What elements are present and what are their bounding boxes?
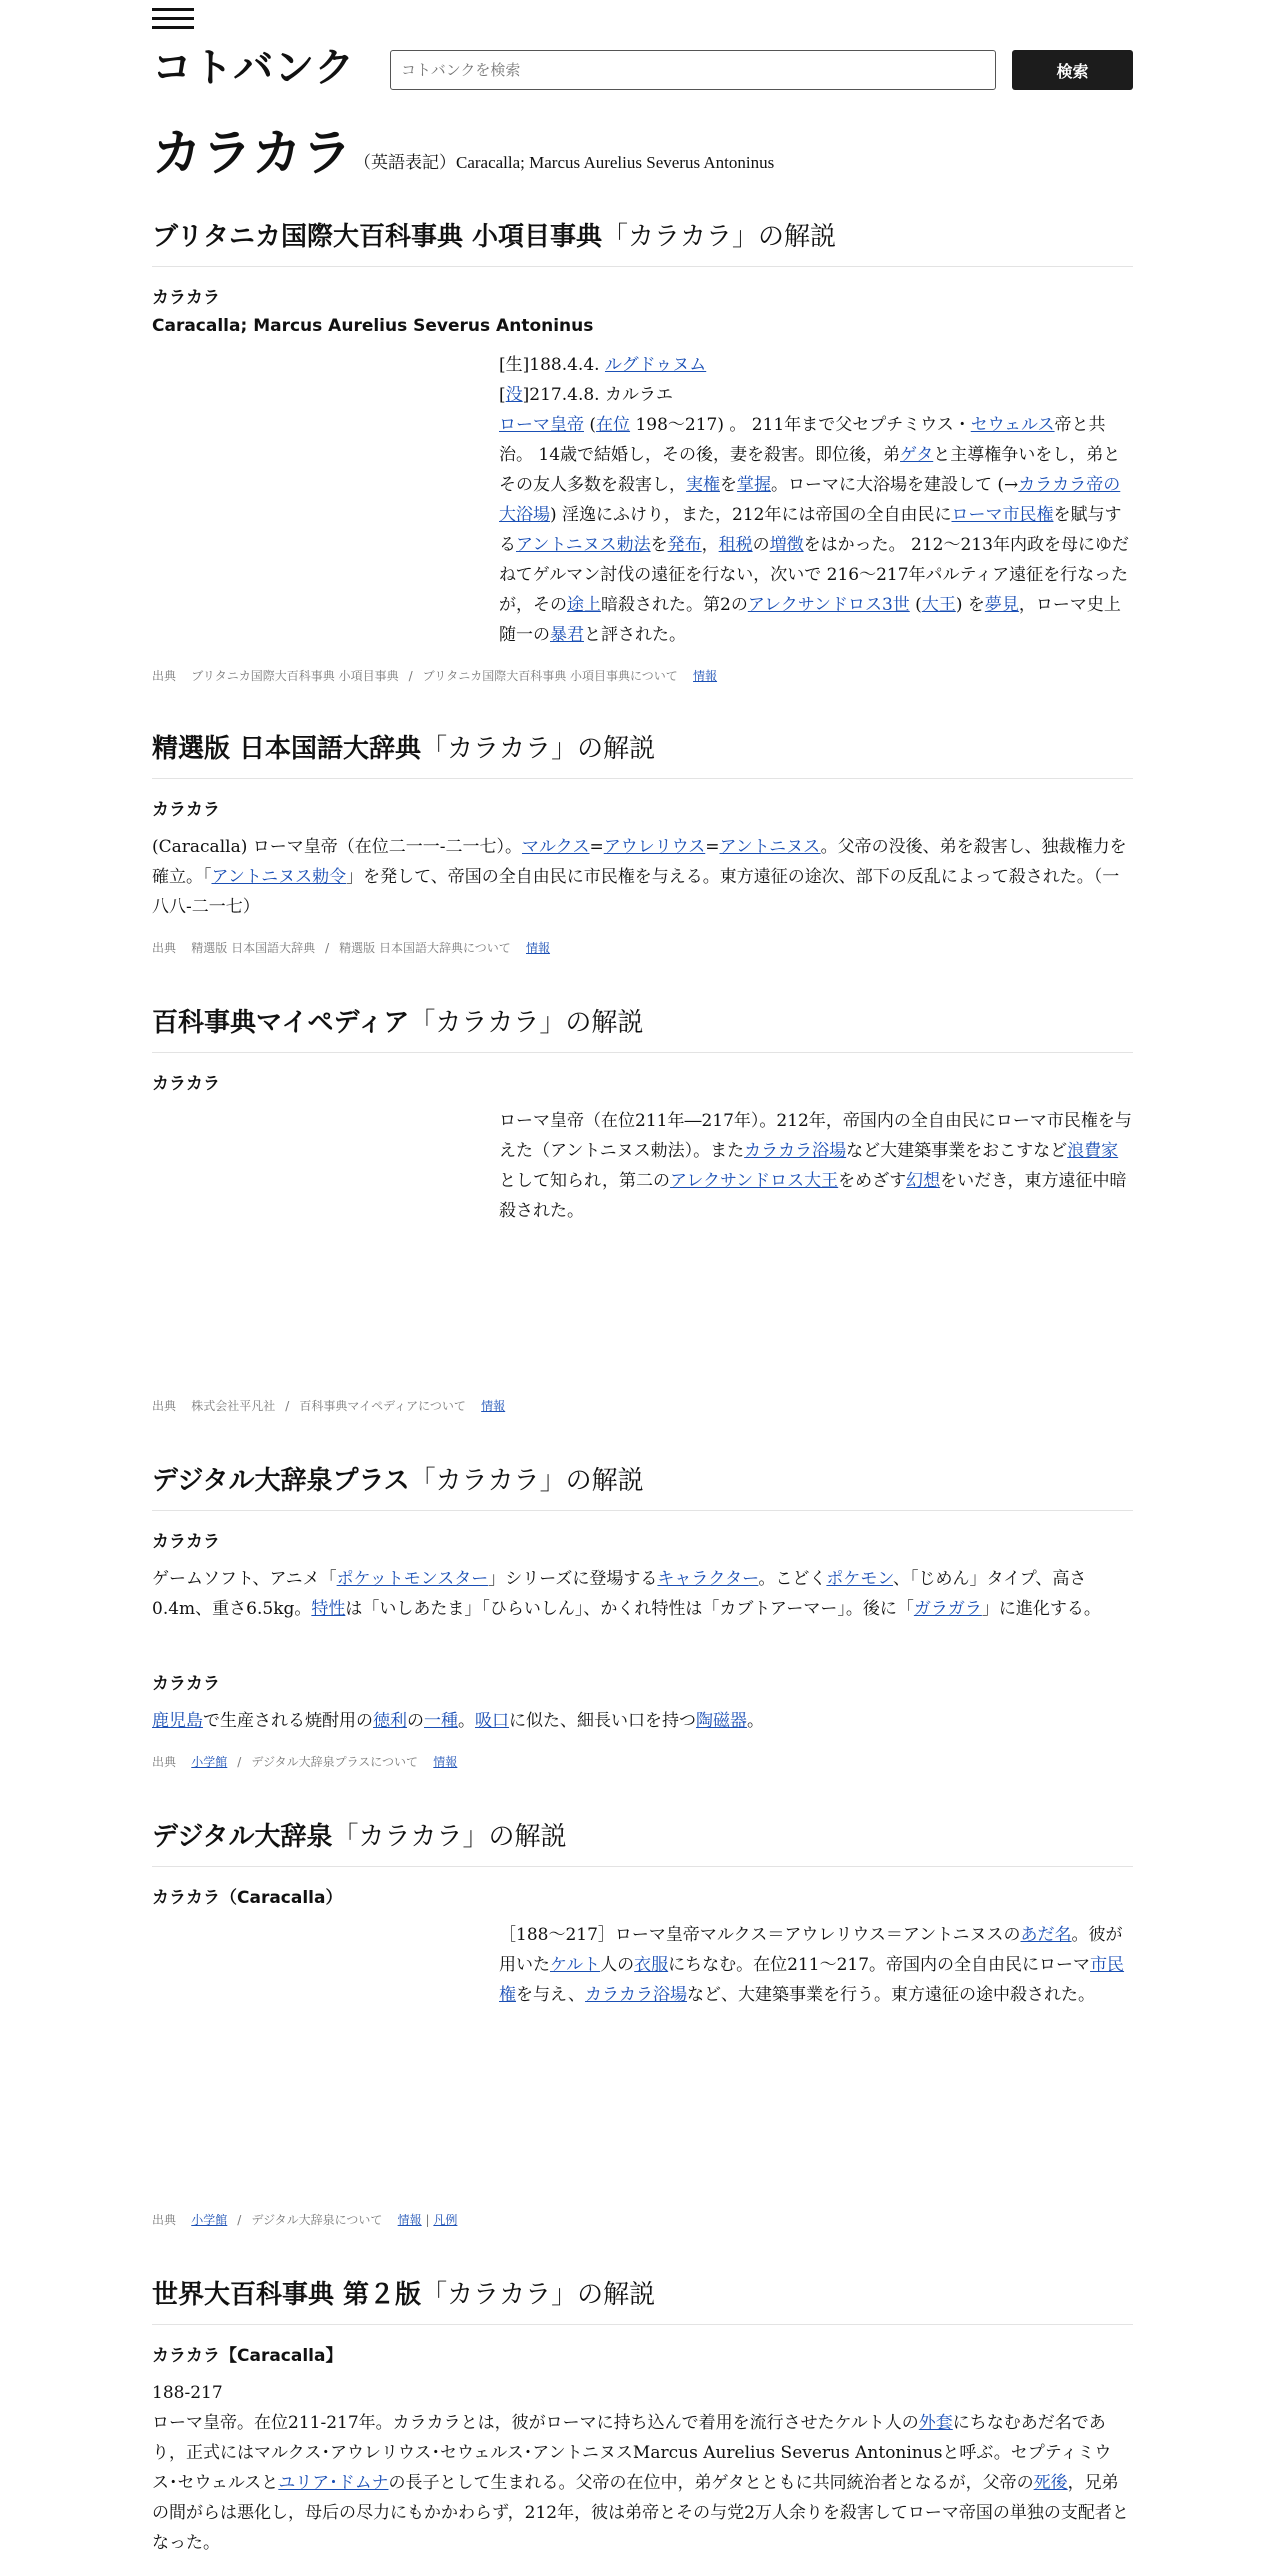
term-link[interactable]: アントニヌス勅法 bbox=[516, 535, 651, 555]
entry-text: 」に進化する。 bbox=[981, 1599, 1101, 1619]
entry-term-english: Caracalla; Marcus Aurelius Severus Antoninus bbox=[152, 316, 594, 336]
term-link[interactable]: カラカラ帝の大浴場 bbox=[499, 475, 1121, 525]
term-link[interactable]: ユリア･ドムナ bbox=[278, 2473, 389, 2493]
entry-text: 。彼が用いた bbox=[499, 1925, 1123, 1975]
term-link[interactable]: ゲタ bbox=[900, 445, 934, 465]
entry-text: = bbox=[705, 837, 720, 857]
entry-text: をめざす bbox=[838, 1171, 907, 1191]
entry-text: 。 bbox=[458, 1711, 475, 1731]
dictionary-name: 世界大百科事典 第２版 bbox=[152, 2280, 422, 2310]
term-link[interactable]: 衣服 bbox=[634, 1955, 669, 1975]
dictionary-name: デジタル大辞泉 bbox=[152, 1822, 333, 1852]
entry-body bbox=[152, 832, 1133, 922]
source-link[interactable]: 小学館 bbox=[191, 2213, 228, 2227]
about-source: 百科事典マイペディアについて bbox=[299, 1399, 466, 1413]
entry-text: 。 bbox=[747, 1711, 764, 1731]
entry-text: 人の bbox=[600, 1955, 635, 1975]
legend-link[interactable]: 凡例 bbox=[433, 2213, 458, 2227]
entry-term: カラカラ bbox=[152, 1074, 220, 1094]
entry-text: ]217.4.8. カルラエ bbox=[522, 385, 673, 405]
section-title bbox=[152, 1818, 1133, 1867]
term-link[interactable]: 吸口 bbox=[475, 1711, 509, 1731]
entry-term: カラカラ bbox=[152, 1532, 220, 1552]
term-link[interactable]: アレクサンドロス大王 bbox=[670, 1171, 839, 1191]
term-link[interactable]: セウェルス bbox=[970, 415, 1055, 435]
entry-body bbox=[152, 1564, 1133, 1624]
title-suffix: 「カラカラ」の解説 bbox=[332, 1822, 567, 1852]
entry-text: の bbox=[752, 535, 770, 555]
term-link[interactable]: 外套 bbox=[918, 2413, 953, 2433]
source-line: 出典 小学館 / デジタル大辞泉プラスについて 情報 bbox=[152, 1755, 458, 1769]
term-link[interactable]: アウレリウス bbox=[603, 837, 706, 857]
term-link[interactable]: 租税 bbox=[718, 535, 753, 555]
entry-body bbox=[152, 1706, 1133, 1736]
entry-body bbox=[152, 2378, 1133, 2558]
entry-text: など、大建築事業を行う。東方遠征の途中殺された。 bbox=[687, 1985, 1096, 2005]
term-link[interactable]: 没 bbox=[505, 385, 523, 405]
entry-text: と評された。 bbox=[584, 625, 686, 645]
term-link[interactable]: 市民権 bbox=[499, 1955, 1125, 2005]
page-subtitle: （英語表記）Caracalla; Marcus Aurelius Severus Antoninus bbox=[354, 153, 775, 172]
entry-text: 。父帝の没後、弟を殺害し、独裁権力を確立。「 bbox=[152, 837, 1127, 887]
info-link[interactable]: 情報 bbox=[397, 2213, 422, 2227]
entry-text: を bbox=[650, 535, 668, 555]
source-name: 精選版 日本国語大辞典 bbox=[191, 941, 316, 955]
entry-text: と主導権争いをし，弟とその友人多数を殺害し， bbox=[499, 445, 1121, 495]
entry-text: [生]188.4.4. bbox=[499, 355, 605, 375]
dictionary-name: ブリタニカ国際大百科事典 小項目事典 bbox=[152, 222, 603, 252]
entry-text: にちなむあだ名であり，正式にはマルクス･アウレリウス･セウェルス･アントニヌスMarcus Aurelius Severus Antoninusと呼ぶ。セプティミウス･セウェルスと bbox=[152, 2413, 1112, 2493]
term-link[interactable]: 鹿児島 bbox=[152, 1711, 203, 1731]
entry-text: ゲームソフト、アニメ「 bbox=[152, 1569, 337, 1589]
entry-text: など大建築事業をおこすなど bbox=[846, 1141, 1068, 1161]
about-source: デジタル大辞泉について bbox=[251, 2213, 383, 2227]
entry-text: の長子として生まれる。父帝の在位中，弟ゲタとともに共同統治者となるが，父帝の bbox=[388, 2473, 1034, 2493]
term-link[interactable]: あだ名 bbox=[1020, 1925, 1072, 1945]
term-link[interactable]: 徳利 bbox=[373, 1711, 407, 1731]
term-link[interactable]: 暴君 bbox=[550, 625, 584, 645]
term-link[interactable]: 死後 bbox=[1033, 2473, 1068, 2493]
entry-text: をはかった。 212～213年内政を母にゆだねてゲルマン討伐の遠征を行ない，次いで 216～217年パルティア遠征を行なったが，その bbox=[499, 535, 1129, 615]
term-link[interactable]: 浪費家 bbox=[1067, 1141, 1119, 1161]
entry-text: 」シリーズに登場する bbox=[488, 1569, 658, 1589]
info-link[interactable]: 情報 bbox=[433, 1755, 458, 1769]
dictionary-name: デジタル大辞泉プラス bbox=[152, 1466, 410, 1496]
term-link[interactable]: 幻想 bbox=[906, 1171, 941, 1191]
entry-text: に似た、細長い口を持つ bbox=[509, 1711, 696, 1731]
entry-text: ( bbox=[584, 415, 597, 435]
entry-text: ，兄弟の間がらは悪化し，母后の尽力にもかかわらず，212年，彼は弟帝とその与党2万人余りを殺害してローマ帝国の単独の支配者となった。 bbox=[152, 2473, 1129, 2553]
about-source: ブリタニカ国際大百科事典 小項目事典について bbox=[422, 669, 678, 683]
entry-text: で生産される焼酎用の bbox=[203, 1711, 373, 1731]
term-link[interactable]: 特性 bbox=[311, 1599, 346, 1619]
section-title bbox=[152, 218, 1133, 267]
entry-text: ( bbox=[909, 595, 922, 615]
entry-text: にちなむ。在位211～217。帝国内の全自由民にローマ bbox=[668, 1955, 1091, 1975]
term-link[interactable]: マルクス bbox=[521, 837, 590, 857]
term-link[interactable]: ルグドゥヌム bbox=[604, 355, 707, 375]
info-link[interactable]: 情報 bbox=[693, 669, 718, 683]
page-title: カラカラ bbox=[152, 124, 352, 182]
source-name: 株式会社平凡社 bbox=[191, 1399, 276, 1413]
entry-text: は「いしあたま」「ひらいしん」、かくれ特性は「カブトアーマー」。後に「 bbox=[345, 1599, 914, 1619]
entry-text: 帝と共治。 14歳で結婚し，その後，妻を殺害。即位後，弟 bbox=[499, 415, 1106, 465]
section-title bbox=[152, 730, 1133, 779]
term-link[interactable]: ポケモン bbox=[826, 1569, 894, 1589]
entry-text: ローマ皇帝（在位211年―217年）。212年，帝国内の全自由民にローマ市民権を与えた（アントニヌス勅法）。また bbox=[499, 1111, 1132, 1161]
entry-term: カラカラ【Caracalla】 bbox=[152, 2346, 343, 2366]
entry-text: = bbox=[589, 837, 604, 857]
entry-text: を bbox=[720, 475, 737, 495]
term-link[interactable]: アントニヌス bbox=[719, 837, 821, 857]
term-link[interactable]: ローマ市民権 bbox=[951, 505, 1054, 525]
entry-text: をいだき，東方遠征中暗殺された。 bbox=[499, 1171, 1127, 1221]
entry-text: 188-217 ローマ皇帝。在位211-217年。カラカラとは，彼がローマに持ち込んで着用を流行させたケルト人の bbox=[152, 2383, 919, 2433]
entry-text: ［188～217］ローマ皇帝マルクス＝アウレリウス＝アントニヌスの bbox=[499, 1925, 1021, 1945]
term-link[interactable]: 途上 bbox=[567, 595, 601, 615]
term-link[interactable]: 掌握 bbox=[737, 475, 771, 495]
entry-text: として知られ，第二の bbox=[499, 1171, 671, 1191]
dictionary-name: 精選版 日本国語大辞典 bbox=[152, 734, 422, 764]
section-title bbox=[152, 2276, 1133, 2325]
entry-text: ，ローマ史上随一の bbox=[499, 595, 1121, 645]
info-link[interactable]: 情報 bbox=[481, 1399, 506, 1413]
title-suffix: 「カラカラ」の解説 bbox=[409, 1466, 644, 1496]
info-link[interactable]: 情報 bbox=[526, 941, 551, 955]
term-link[interactable]: アレクサンドロス3世 bbox=[747, 595, 910, 615]
term-link[interactable]: 大王 bbox=[921, 595, 956, 615]
term-link[interactable]: キャラクター bbox=[657, 1569, 759, 1589]
source-name: ブリタニカ国際大百科事典 小項目事典 bbox=[191, 669, 399, 683]
term-link[interactable]: 実権 bbox=[686, 475, 720, 495]
title-suffix: 「カラカラ」の解説 bbox=[409, 1008, 644, 1038]
entry-text: を賦与する bbox=[499, 505, 1122, 555]
section-title bbox=[152, 1004, 1133, 1053]
term-link[interactable]: 発布 bbox=[667, 535, 702, 555]
site-logo[interactable]: コトバンク bbox=[152, 45, 356, 91]
entry-term: カラカラ bbox=[152, 1674, 220, 1694]
title-suffix: 「カラカラ」の解説 bbox=[602, 222, 837, 252]
search-button[interactable]: 検索 bbox=[1012, 50, 1133, 90]
term-link[interactable]: 増徴 bbox=[769, 535, 804, 555]
title-suffix: 「カラカラ」の解説 bbox=[421, 734, 656, 764]
source-line: 出典 精選版 日本国語大辞典 / 精選版 日本国語大辞典について 情報 bbox=[152, 941, 551, 955]
term-link[interactable]: カラカラ浴場 bbox=[744, 1141, 847, 1161]
search-input[interactable] bbox=[390, 50, 996, 90]
source-line: 出典 小学館 / デジタル大辞泉について 情報 | 凡例 bbox=[152, 2213, 458, 2227]
term-link[interactable]: ローマ皇帝 bbox=[499, 415, 584, 435]
entry-text: 198～217) 。 211年まで父セプチミウス・ bbox=[630, 415, 971, 435]
term-link[interactable]: ポケットモンスター bbox=[336, 1569, 489, 1589]
term-link[interactable]: 陶磁器 bbox=[696, 1711, 747, 1731]
about-source: 精選版 日本国語大辞典について bbox=[339, 941, 511, 955]
term-link[interactable]: 一種 bbox=[424, 1711, 458, 1731]
entry-text: ) を bbox=[955, 595, 985, 615]
entry-term: カラカラ bbox=[152, 288, 220, 308]
entry-text: の bbox=[407, 1711, 424, 1731]
section-title bbox=[152, 1462, 1133, 1511]
entry-text: 暗殺された。第2の bbox=[601, 595, 748, 615]
source-link[interactable]: 小学館 bbox=[191, 1755, 228, 1769]
entry-text: 、「じめん」タイプ、高さ0.4m、重さ6.5kg。 bbox=[152, 1569, 1087, 1619]
source-line: 出典 ブリタニカ国際大百科事典 小項目事典 / ブリタニカ国際大百科事典 小項目事典について 情報 bbox=[152, 669, 718, 683]
entry-text: (Caracalla) ローマ皇帝（在位二一一‐二一七）。 bbox=[152, 837, 522, 857]
entry-body bbox=[499, 1106, 1133, 1226]
entry-text: ， bbox=[701, 535, 719, 555]
title-suffix: 「カラカラ」の解説 bbox=[421, 2280, 656, 2310]
term-link[interactable]: ケルト bbox=[550, 1955, 601, 1975]
dictionary-name: 百科事典マイペディア bbox=[152, 1008, 410, 1038]
term-link[interactable]: ガラガラ bbox=[913, 1599, 982, 1619]
entry-text: [ bbox=[499, 385, 506, 405]
term-link[interactable]: カラカラ浴場 bbox=[585, 1985, 688, 2005]
entry-text: を与え、 bbox=[516, 1985, 586, 2005]
menu-icon[interactable] bbox=[152, 8, 194, 30]
term-link[interactable]: 夢見 bbox=[984, 595, 1019, 615]
term-link[interactable]: アントニヌス勅令 bbox=[211, 867, 347, 887]
entry-text: 。ローマに大浴場を建設して (→ bbox=[771, 475, 1019, 495]
entry-term: カラカラ（Caracalla） bbox=[152, 1888, 343, 1908]
about-source: デジタル大辞泉プラスについて bbox=[251, 1755, 419, 1769]
source-line: 出典 株式会社平凡社 / 百科事典マイペディアについて 情報 bbox=[152, 1399, 506, 1413]
entry-text: 」を発して、帝国の全自由民に市民権を与える。東方遠征の途次、部下の反乱によって殺された。（一八八‐二一七） bbox=[152, 867, 1120, 917]
entry-text: ) 淫逸にふけり，また，212年には帝国の全自由民に bbox=[550, 505, 952, 525]
entry-text: 。こどく bbox=[758, 1569, 827, 1589]
term-link[interactable]: 在位 bbox=[596, 415, 631, 435]
entry-body bbox=[499, 350, 1133, 650]
entry-term: カラカラ bbox=[152, 800, 220, 820]
entry-body bbox=[499, 1920, 1133, 2010]
